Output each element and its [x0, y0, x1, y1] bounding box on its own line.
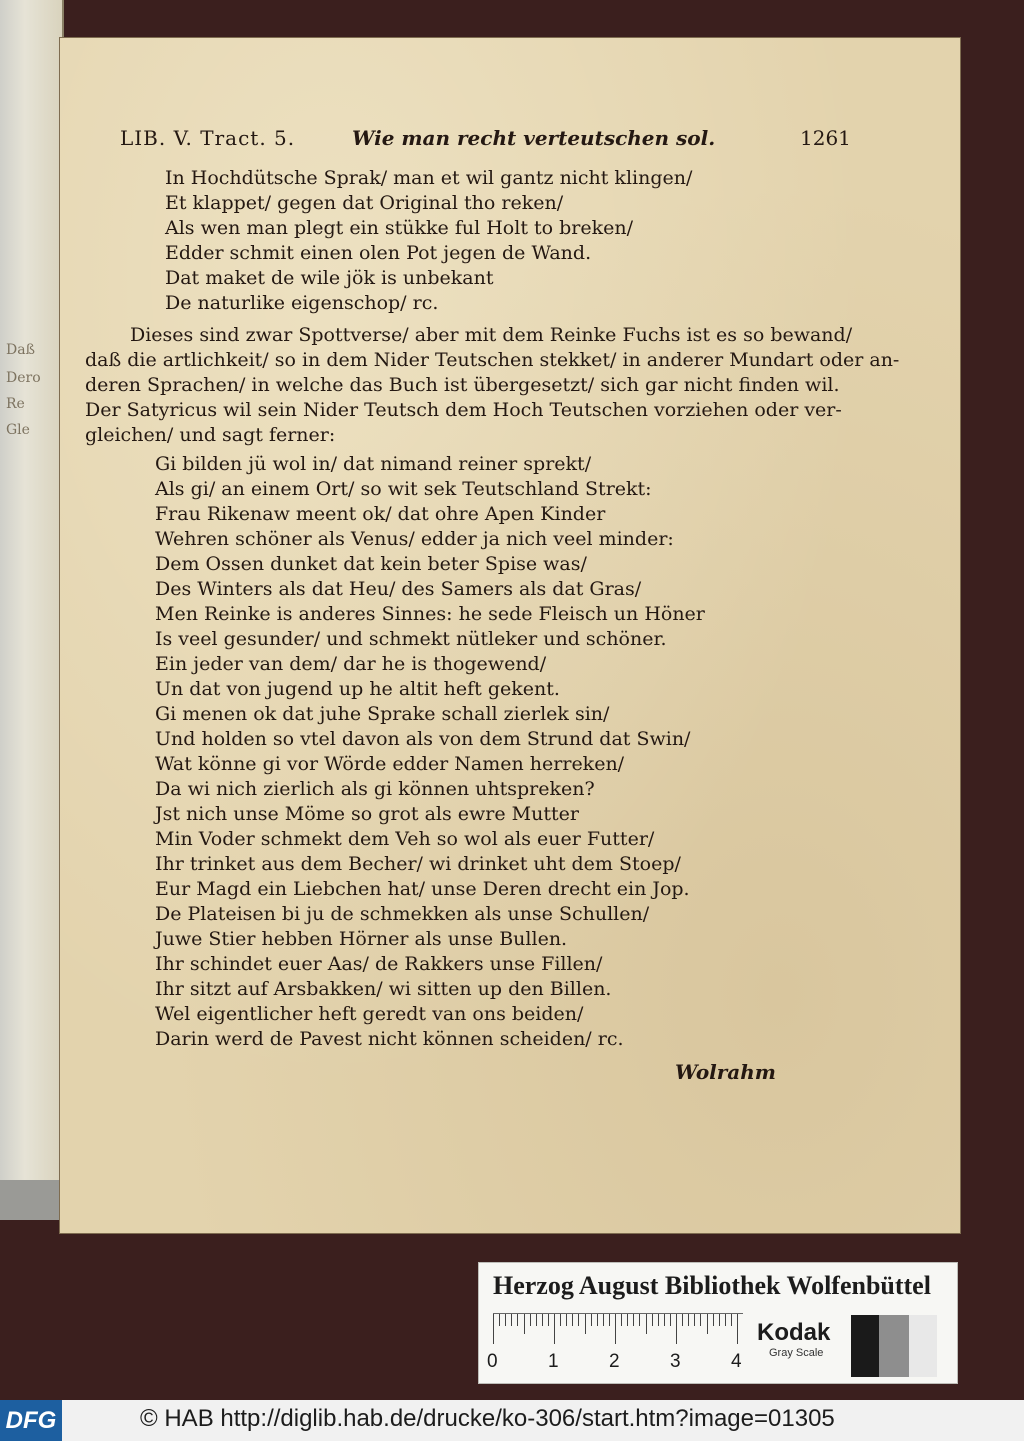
catchword: Wolrahm — [675, 1060, 776, 1084]
ruler-tick — [737, 1314, 738, 1344]
verse-line: Ihr sitzt auf Arsbakken/ wi sitten up den Billen. — [155, 978, 612, 1000]
verse-line: Da wi nich zierlich als gi können uhtspreken? — [155, 778, 595, 800]
ruler-tick — [560, 1314, 561, 1326]
verse-line: Un dat von jugend up he altit heft gekent. — [155, 678, 560, 700]
ruler-tick — [572, 1314, 573, 1326]
ruler-tick — [609, 1314, 610, 1326]
ruler-tick — [646, 1314, 647, 1334]
gray-swatch-mid — [879, 1315, 909, 1377]
ruler-tick — [499, 1314, 500, 1326]
ruler-tick — [621, 1314, 622, 1326]
verse-line: Eur Magd ein Liebchen hat/ unse Deren drecht ein Jop. — [155, 878, 690, 900]
book-page — [60, 38, 960, 1233]
ruler-tick — [682, 1314, 683, 1326]
ruler-tick — [652, 1314, 653, 1326]
ruler-tick — [597, 1314, 598, 1326]
gray-scale-label: Gray Scale — [769, 1347, 824, 1359]
verse-line: Und holden so vtel davon als von dem Strund dat Swin/ — [155, 728, 691, 750]
leaf-bottom-strip — [0, 1180, 62, 1220]
verse-line: De Plateisen bi ju de schmekken als unse Schullen/ — [155, 903, 650, 925]
verse-line: Ein jeder van dem/ dar he is thogewend/ — [155, 653, 547, 675]
measurement-ruler — [493, 1313, 743, 1348]
ruler-tick — [548, 1314, 549, 1326]
ruler-number: 0 — [487, 1351, 498, 1372]
leaf-fragment: Re — [6, 396, 25, 412]
ruler-tick — [530, 1314, 531, 1326]
kodak-logo: Kodak — [757, 1319, 831, 1346]
ruler-tick — [633, 1314, 634, 1326]
ruler-number: 1 — [548, 1351, 559, 1372]
prose-line: Dieses sind zwar Spottverse/ aber mit dem Reinke Fuchs ist es so bewand/ — [130, 324, 853, 346]
verse-line: Min Voder schmekt dem Veh so wol als euer Futter/ — [155, 828, 655, 850]
verse-line: Ihr schindet euer Aas/ de Rakkers unse Fillen/ — [155, 953, 603, 975]
verse-line: Gi bilden jü wol in/ dat nimand reiner sprekt/ — [155, 453, 592, 475]
running-title: Wie man recht verteutschen sol. — [352, 126, 716, 150]
prose-line: Der Satyricus wil sein Nider Teutsch dem Hoch Teutschen vorziehen oder ver- — [85, 399, 842, 421]
dfg-logo: DFG — [0, 1400, 62, 1441]
previous-page-edge — [0, 0, 64, 1220]
color-calibration-card — [478, 1262, 958, 1384]
ruler-tick — [536, 1314, 537, 1326]
ruler-tick — [700, 1314, 701, 1326]
ruler-tick — [713, 1314, 714, 1326]
verse-line: Gi menen ok dat juhe Sprake schall zierlek sin/ — [155, 703, 610, 725]
prose-line: daß die artlichkeit/ so in dem Nider Teutschen stekket/ in anderer Mundart oder an- — [85, 349, 900, 371]
verse-line: Et klappet/ gegen dat Original tho reken/ — [165, 192, 564, 214]
ruler-tick — [694, 1314, 695, 1326]
verse-line: Dat maket de wile jök is unbekant — [165, 267, 494, 289]
prose-line: deren Sprachen/ in welche das Buch ist übergesetzt/ sich gar nicht finden wil. — [85, 374, 840, 396]
ruler-tick — [517, 1314, 518, 1326]
ruler-tick — [603, 1314, 604, 1326]
ruler-tick — [725, 1314, 726, 1326]
ruler-tick — [731, 1314, 732, 1326]
verse-line: Des Winters als dat Heu/ des Samers als dat Gras/ — [155, 578, 642, 600]
ruler-tick — [493, 1314, 494, 1344]
ruler-tick — [615, 1314, 616, 1344]
ruler-number: 4 — [731, 1351, 742, 1372]
ruler-tick — [505, 1314, 506, 1326]
library-name: Herzog August Bibliothek Wolfenbüttel — [493, 1271, 931, 1300]
book-section: LIB. V. Tract. 5. — [120, 126, 296, 150]
ruler-tick — [511, 1314, 512, 1326]
leaf-fragment: Daß — [6, 342, 35, 358]
verse-line: Wehren schöner als Venus/ edder ja nich veel minder: — [155, 528, 674, 550]
verse-line: In Hochdütsche Sprak/ man et wil gantz nicht klingen/ — [165, 167, 693, 189]
verse-line: Dem Ossen dunket dat kein beter Spise was/ — [155, 553, 587, 575]
ruler-tick — [639, 1314, 640, 1326]
ruler-tick — [578, 1314, 579, 1326]
ruler-tick — [707, 1314, 708, 1334]
verse-line: De naturlike eigenschop/ rc. — [165, 292, 439, 314]
ruler-tick — [554, 1314, 555, 1344]
verse-line: Wat könne gi vor Wörde edder Namen herreken/ — [155, 753, 625, 775]
verse-line: Frau Rikenaw meent ok/ dat ohre Apen Kinder — [155, 503, 606, 525]
ruler-tick — [627, 1314, 628, 1326]
prose-line: gleichen/ und sagt ferner: — [85, 424, 336, 446]
gray-swatch-black — [851, 1315, 879, 1377]
verse-line: Als wen man plegt ein stükke ful Holt to breken/ — [165, 217, 633, 239]
ruler-tick — [670, 1314, 671, 1326]
copyright-link[interactable]: © HAB http://diglib.hab.de/drucke/ko-306/start.htm?image=01305 — [140, 1405, 835, 1432]
ruler-tick — [566, 1314, 567, 1326]
ruler-tick — [524, 1314, 525, 1334]
page-number: 1261 — [800, 126, 851, 150]
verse-line: Jst nich unse Möme so grot als ewre Mutter — [155, 803, 579, 825]
ruler-tick — [658, 1314, 659, 1326]
ruler-tick — [591, 1314, 592, 1326]
gray-swatch-light — [909, 1315, 937, 1377]
ruler-tick — [664, 1314, 665, 1326]
ruler-number: 3 — [670, 1351, 681, 1372]
ruler-tick — [542, 1314, 543, 1326]
ruler-tick — [585, 1314, 586, 1334]
verse-line: Als gi/ an einem Ort/ so wit sek Teutschland Strekt: — [155, 478, 652, 500]
verse-line: Wel eigentlicher heft geredt van ons beiden/ — [155, 1003, 584, 1025]
verse-line: Edder schmit einen olen Pot jegen de Wand. — [165, 242, 592, 264]
leaf-fragment: Gle — [6, 422, 30, 438]
verse-line: Is veel gesunder/ und schmekt nütleker und schöner. — [155, 628, 667, 650]
verse-line: Ihr trinket aus dem Becher/ wi drinket uht dem Stoep/ — [155, 853, 681, 875]
ruler-tick — [719, 1314, 720, 1326]
ruler-numbers — [487, 1351, 747, 1373]
ruler-tick — [676, 1314, 677, 1344]
verse-line: Juwe Stier hebben Hörner als unse Bullen. — [155, 928, 568, 950]
footer-bar — [0, 1400, 1024, 1441]
running-head — [120, 126, 851, 156]
verse-line: Men Reinke is anderes Sinnes: he sede Fleisch un Höner — [155, 603, 705, 625]
ruler-tick — [688, 1314, 689, 1326]
verse-line: Darin werd de Pavest nicht können scheiden/ rc. — [155, 1028, 624, 1050]
leaf-fragment: Dero — [6, 370, 41, 386]
ruler-number: 2 — [609, 1351, 620, 1372]
